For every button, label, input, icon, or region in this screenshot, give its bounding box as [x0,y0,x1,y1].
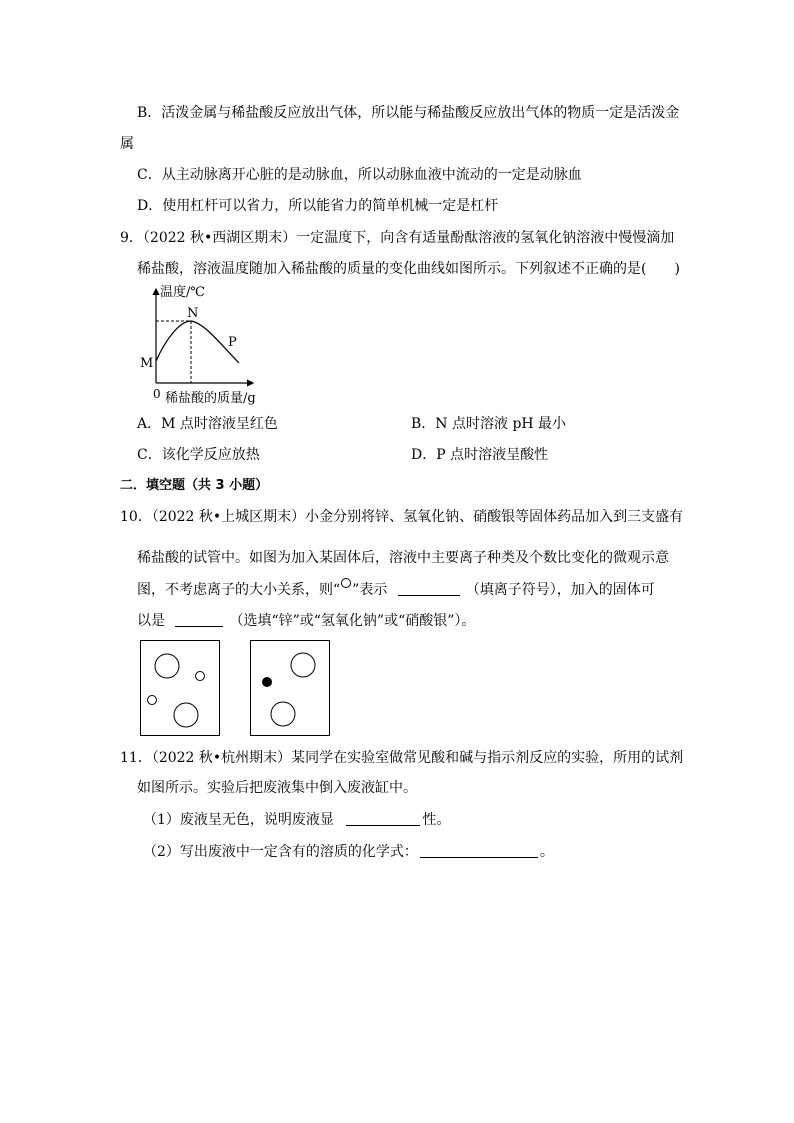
graph-origin: 0 [153,387,161,401]
q8-option-b-line1: B．活泼金属与稀盐酸反应放出气体，所以能与稀盐酸反应放出气体的物质一定是活泼金 [137,105,680,121]
q10-line3-part1: 图，不考虑离子的大小关系，则“ [137,582,341,598]
q9-stem-line1: 9．（2022 秋•西湖区期末）一定温度下，向含有适量酚酞溶液的氢氧化钠溶液中慢慢滴加 [120,230,675,246]
graph-point-p: P [228,335,237,350]
q8-option-d: D．使用杠杆可以省力，所以能省力的简单机械一定是杠杆 [137,198,499,214]
q10-stem-line2: 稀盐酸的试管中。如图为加入某固体后，溶液中主要离子种类及个数比变化的微观示意 [137,550,669,566]
q8-option-c: C．从主动脉离开心脏的是动脉血，所以动脉血液中流动的一定是动脉血 [137,167,582,183]
q9-option-b: B．N 点时溶液 pH 最小 [411,416,567,432]
q11-sub1-text: （1）废液呈无色，说明废液显 [143,812,334,828]
q11-subquestion-2 [143,842,554,862]
q11-formula-blank[interactable] [420,843,538,858]
q10-line3-part3: （填离子符号），加入的固体可 [465,582,655,598]
q9-stem-line2: 稀盐酸，溶液温度随加入稀盐酸的质量的变化曲线如图所示。下列叙述不正确的是( ) [137,261,680,277]
q10-before-diagram [140,640,220,736]
q11-sub2-suffix: 。 [539,844,554,860]
q9-option-c: C．该化学反应放热 [137,447,260,463]
q8-option-b-line2: 属 [120,136,134,152]
temperature-curve [156,321,239,363]
q10-line4-part1: 以是 [137,613,165,629]
q11-nature-blank[interactable] [346,811,420,826]
graph-point-m: M [140,356,154,371]
q10-after-diagram [250,640,330,736]
graph-xlabel: 稀盐酸的质量/g [165,391,256,406]
q10-line3-part2: ”表示 [352,582,388,598]
q9-option-d: D．P 点时溶液呈酸性 [411,447,549,463]
q10-ion-symbol-blank[interactable] [398,581,460,596]
solid-ion-dot [263,678,272,687]
q11-subquestion-1 [143,810,450,830]
section-fill-in-title: 二．填空题（共 3 小题） [120,478,269,493]
q10-stem-line1: 10．（2022 秋•上城区期末）小金分别将锌、氢氧化钠、硝酸银等固体药品加入到三支盛有 [120,509,684,525]
q11-sub2-text: （2）写出废液中一定含有的溶质的化学式： [143,844,418,860]
q11-sub1-suffix: 性。 [422,812,451,828]
q10-stem-line4 [137,611,475,631]
q11-stem-line2: 如图所示。实验后把废液集中倒入废液缸中。 [137,780,417,796]
q10-stem-line3 [137,578,655,600]
q11-stem-line1: 11．（2022 秋•杭州期末）某同学在实验室做常见酸和碱与指示剂反应的实验，所用的试剂 [120,750,684,766]
q9-temperature-graph [135,283,315,408]
graph-ylabel: 温度/℃ [160,285,205,300]
hollow-circle-ion-icon [341,578,351,588]
q10-solid-choice-blank[interactable] [175,612,223,627]
graph-point-n: N [187,306,199,321]
q9-option-a: A．M 点时溶液呈红色 [137,416,278,432]
q10-line4-part2: （选填“锌”或“氢氧化钠”或“硝酸银”）。 [229,613,476,629]
